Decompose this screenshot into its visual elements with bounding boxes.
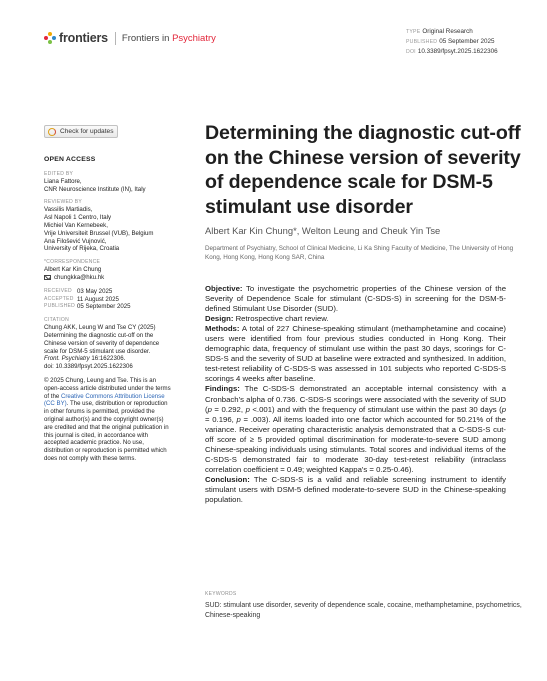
article-dates: RECEIVED 03 May 2025 ACCEPTED 11 August 2025 PUBLISHED 05 September 2025 bbox=[44, 287, 131, 311]
open-access-label: OPEN ACCESS bbox=[44, 156, 96, 163]
affiliation: Department of Psychiatry, School of Clinical Medicine, Li Ka Shing Faculty of Medicine, The University of Hong Kong, Hong Kong, Hong Kong SAR, China bbox=[205, 245, 514, 261]
publisher-name: frontiers bbox=[59, 31, 108, 45]
check-for-updates-button[interactable]: Check for updates bbox=[44, 125, 118, 138]
abstract-design: Design: Retrospective chart review. bbox=[205, 314, 329, 324]
copyright-notice: © 2025 Chung, Leung and Tse. This is an open-access article distributed under the terms of the Creative Commons Attribution License (CC BY). The use, distribution or reproduction in other forums is permitted, provided the original author(s) and the copyright owner(s) are credited and that the original publication in this journal is cited, in accordance with accepted academic practice. No use, distribution or reproduction is permitted which does not comply with these terms. bbox=[44, 376, 171, 462]
journal-logo[interactable] bbox=[44, 31, 216, 45]
reviewed-by: REVIEWED BY Vassilis Martiadis, Asl Napoli 1 Centro, Italy Michiel Van Kernebeek, Vrije Universiteit Brussel (VUB), Belgium Ana Filošević Vujnović, University of Rijeka, Croatia bbox=[44, 199, 154, 253]
logo-divider bbox=[115, 32, 116, 45]
abstract bbox=[205, 284, 506, 505]
doi-link[interactable]: 10.3389/fpsyt.2025.1622306 bbox=[417, 48, 498, 55]
edited-by: EDITED BY Liana Fattore, CNR Neuroscience Institute (IN), Italy bbox=[44, 170, 146, 193]
mail-icon bbox=[44, 275, 51, 280]
license-link[interactable]: Creative Commons Attribution License (CC BY) bbox=[44, 392, 165, 408]
abstract-findings: Findings: The C-SDS-S demonstrated an acceptable internal consistency with a Cronbach's alpha of 0.736. C-SDS-S scorings were associated with the severity of SUD (p = 0.292, p <.001) and with the frequency of stimulant use within the past 30 days (p = 0.196, p = .003). All items loaded into one factor which accounted for 50.21% of the variance. Receiver operating characteristic analysis demonstrated that a C-SDS-S cut-off score of ≥ 5 provided optimal discrimination for moderate-to-severe SUD among Chinese-speaking individuals using stimulants. Total scores and individual items of the C-SDS-S demonstrated fair to moderate 30-day test-retest reliability (intraclass correlation coefficient = 0.49; weighted Kappa's = 0.25-0.46). bbox=[205, 384, 506, 474]
published-date: 05 September 2025 bbox=[439, 38, 495, 45]
abstract-objective: Objective: To investigate the psychometric properties of the Chinese version of the Severity of Dependence Scale for stimulant (C-SDS-S) in screening for the DSM-5-defined Stimulant Use Disorder (SUD). bbox=[205, 284, 506, 314]
keywords: KEYWORDS SUD: stimulant use disorder, severity of dependence scale, cocaine, methamphetamine, psychometrics, Chinese-speaking bbox=[205, 591, 522, 619]
correspondence-email[interactable]: chungkka@hku.hk bbox=[54, 273, 105, 281]
citation: CITATION Chung AKK, Leung W and Tse CY (2025) Determining the diagnostic cut-off on the Chinese version of severity of dependence scale for DSM-5 stimulant use disorder. Front. Psychiatry 16:1622306. doi: 10.3389/fpsyt.2025.1622306 bbox=[44, 317, 160, 371]
frontiers-logo-icon bbox=[44, 32, 56, 44]
article-meta: TYPE Original Research PUBLISHED 05 September 2025 DOI 10.3389/fpsyt.2025.1622306 bbox=[406, 28, 498, 55]
author-list: Albert Kar Kin Chung*, Welton Leung and Cheuk Yin Tse bbox=[205, 225, 441, 236]
abstract-conclusion: Conclusion: The C-SDS-S is a valid and reliable screening instrument to identify stimulant users with DSM-5 defined moderate-to-severe SUD in the Chinese-speaking population. bbox=[205, 474, 506, 504]
abstract-methods: Methods: A total of 227 Chinese-speaking stimulant (methamphetamine and cocaine) users were identified from four previous studies conducted in Hong Kong. Their demographic data, frequency of stimulant use within the past 30 days, scorings for C-SDS-S and the severity of SUD at baseline were extracted and synthesized. In addition, test-retest reliability of C-SDS-S was assessed in 101 subjects who reported C-SDS-S scorings 4 weeks after baseline. bbox=[205, 324, 506, 384]
article-type: Original Research bbox=[422, 28, 473, 35]
keywords-list: SUD: stimulant use disorder, severity of dependence scale, cocaine, methamphetamine, psychometrics, Chinese-speaking bbox=[205, 602, 522, 619]
article-title: Determining the diagnostic cut-off on the Chinese version of severity of dependence scale for DSM-5 stimulant use disorder bbox=[205, 122, 521, 218]
sidebar bbox=[44, 156, 172, 463]
journal-name: Frontiers in Psychiatry bbox=[121, 32, 216, 44]
check-updates-icon bbox=[48, 128, 56, 136]
correspondence: *CORRESPONDENCE Albert Kar Kin Chung chungkka@hku.hk bbox=[44, 259, 105, 281]
